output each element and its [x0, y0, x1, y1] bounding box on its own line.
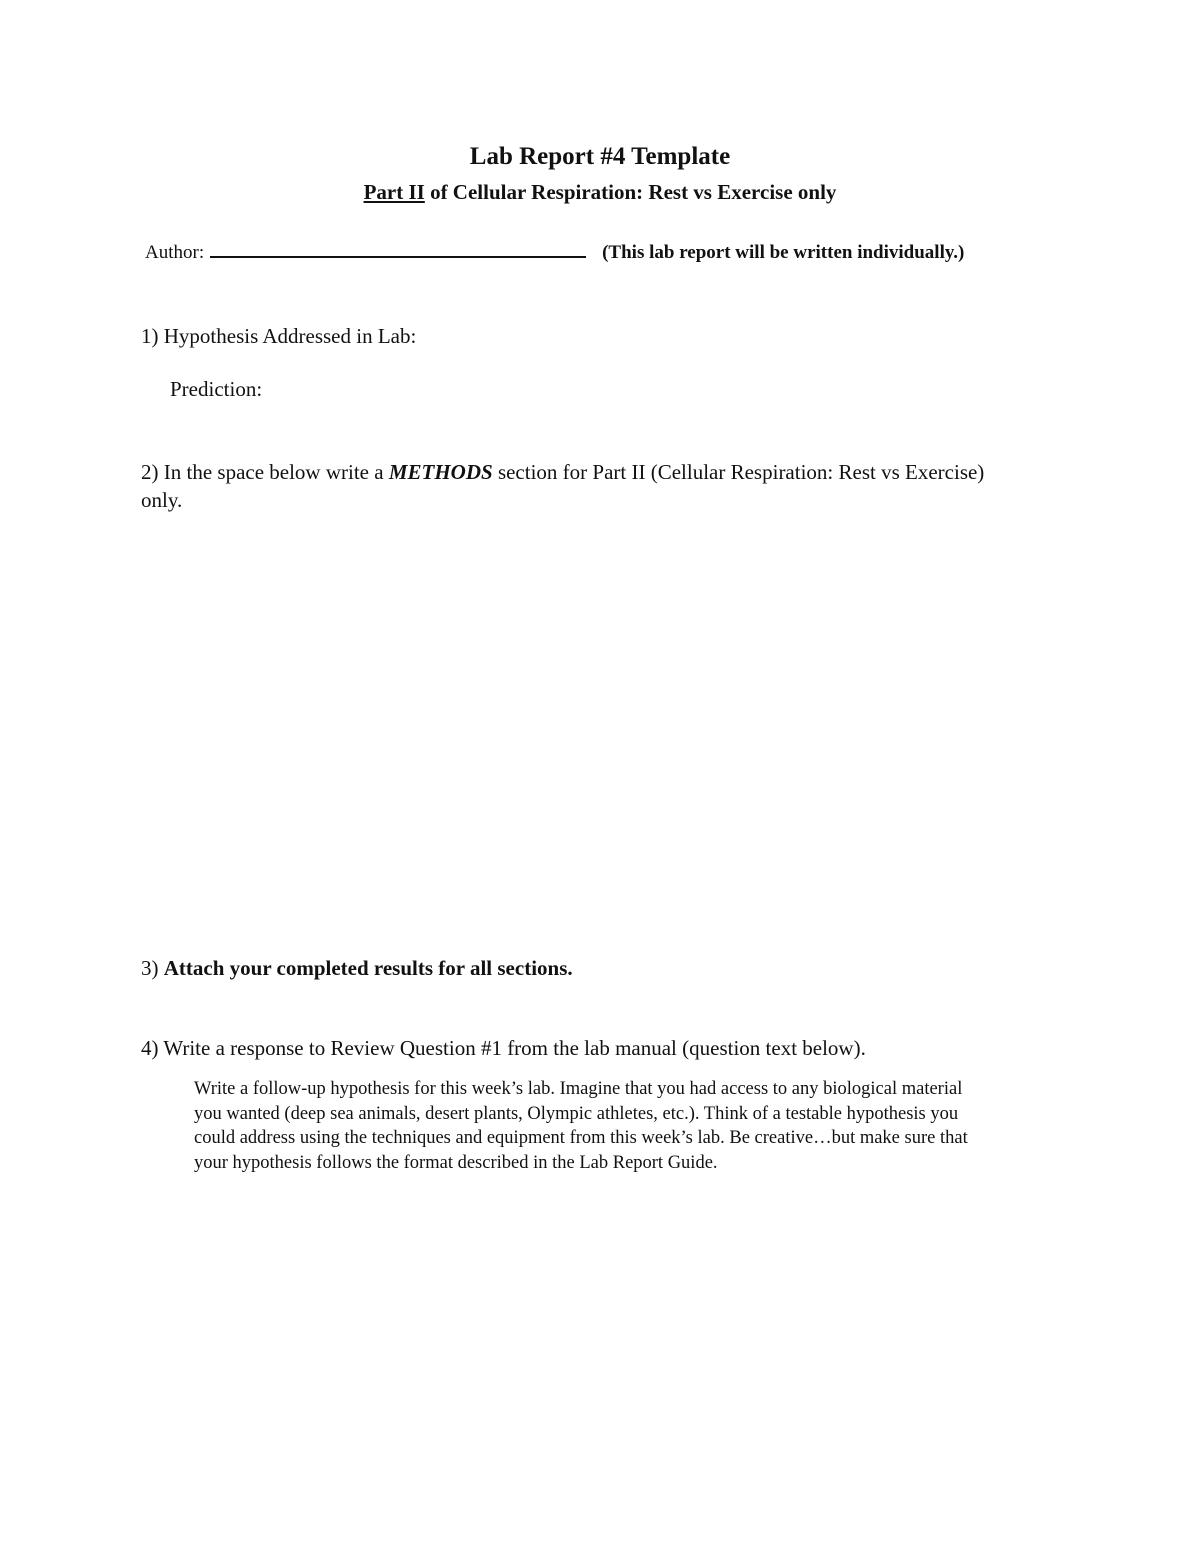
question-2-prefix: 2) In the space below write a [141, 460, 389, 484]
review-question-text: Write a follow-up hypothesis for this week’s lab. Imagine that you had access to any biological material you wanted (deep sea animals, desert plants, Olympic athletes, etc.). Think of a testable hypothesis you could address using the techniques and equipment from this week’s lab. Be creative…but make sure that your hypothesis follows the format described in the Lab Report Guide. [194, 1079, 968, 1173]
methods-emphasis: METHODS [388, 460, 493, 484]
document-title: Lab Report #4 Template [469, 143, 731, 170]
author-label: Author: [145, 242, 205, 263]
author-input-line[interactable] [210, 238, 586, 258]
question-3 [141, 956, 573, 981]
document-subtitle [0, 180, 1200, 205]
author-row [145, 238, 964, 264]
question-4: 4) Write a response to Review Question #1 from the lab manual (question text below). [141, 1036, 866, 1060]
question-3-text: Attach your completed results for all sections. [163, 956, 573, 980]
author-note: (This lab report will be written individually.) [602, 242, 965, 263]
question-3-number: 3) [141, 956, 164, 980]
subtitle-rest: of Cellular Respiration: Rest vs Exercise only [424, 180, 837, 204]
question-1: 1) Hypothesis Addressed in Lab: [141, 324, 417, 348]
subtitle-part-label: Part II [363, 180, 425, 204]
question-2 [141, 458, 1021, 514]
question-2-suffix: section for Part II (Cellular Respiration: Rest vs Exercise) only. [141, 460, 985, 512]
prediction-label: Prediction: [170, 377, 263, 401]
